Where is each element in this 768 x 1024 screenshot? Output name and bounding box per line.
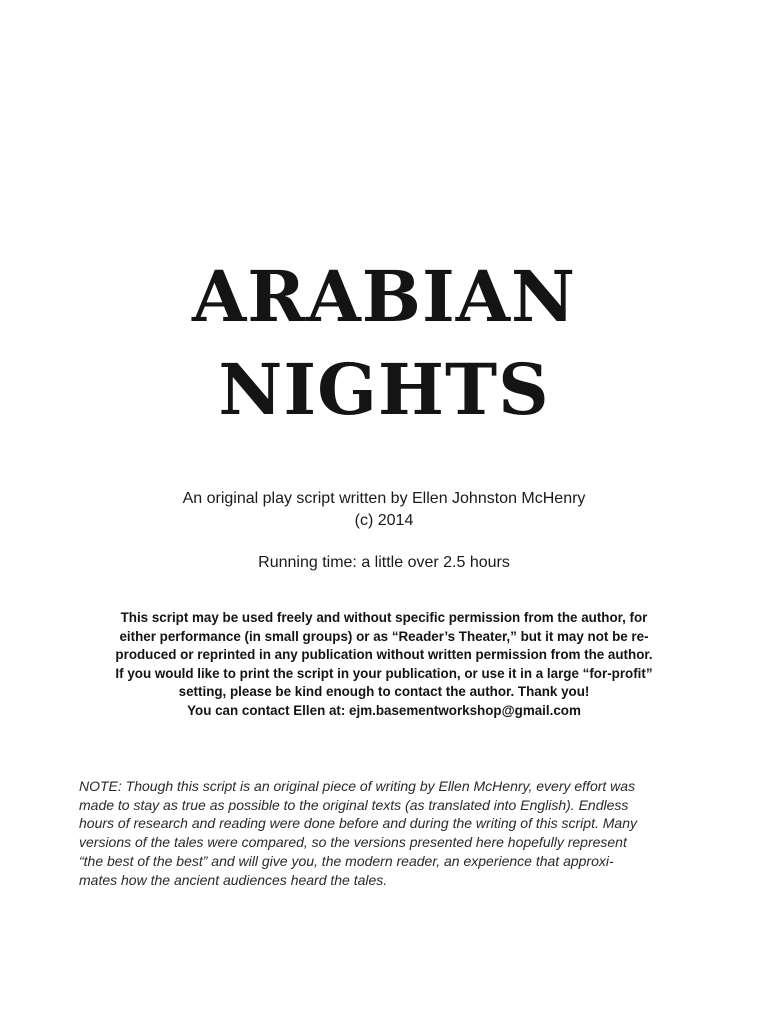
note-line: “the best of the best” and will give you, the modern reader, an experience that approxi- [79, 852, 614, 869]
permission-notice [70, 609, 698, 720]
contact-line: You can contact Ellen at: ejm.basementworkshop@gmail.com [187, 702, 581, 718]
note-line: mates how the ancient audiences heard the tales. [79, 871, 388, 888]
running-time-line: Running time: a little over 2.5 hours [258, 554, 510, 571]
permission-line: setting, please be kind enough to contact the author. Thank you! [178, 684, 590, 699]
title-line-1: ARABIAN [191, 255, 576, 338]
permission-line: If you would like to print the script in your publication, or use it in a large “for-profit” [115, 665, 653, 681]
note-line: NOTE: Though this script is an original piece of writing by Ellen McHenry, every effort was [79, 778, 636, 794]
permission-line: either performance (in small groups) or as “Reader’s Theater,” but it may not be re- [119, 628, 649, 644]
note-line: versions of the tales were compared, so the versions presented here hopefully represent [79, 834, 627, 851]
note-line: hours of research and reading were done before and during the writing of this script. Many [79, 815, 637, 832]
note-line: made to stay as true as possible to the original texts (as translated into English). Endless [79, 796, 629, 813]
permission-line: This script may be used freely and without specific permission from the author, for [120, 610, 648, 625]
title-line-2: NIGHTS [218, 348, 550, 431]
author-note [79, 777, 699, 889]
author-line: An original play script written by Ellen Johnston McHenry [182, 490, 586, 507]
copyright-line: (c) 2014 [354, 512, 414, 529]
permission-line: produced or reprinted in any publication without written permission from the author. [115, 647, 653, 662]
